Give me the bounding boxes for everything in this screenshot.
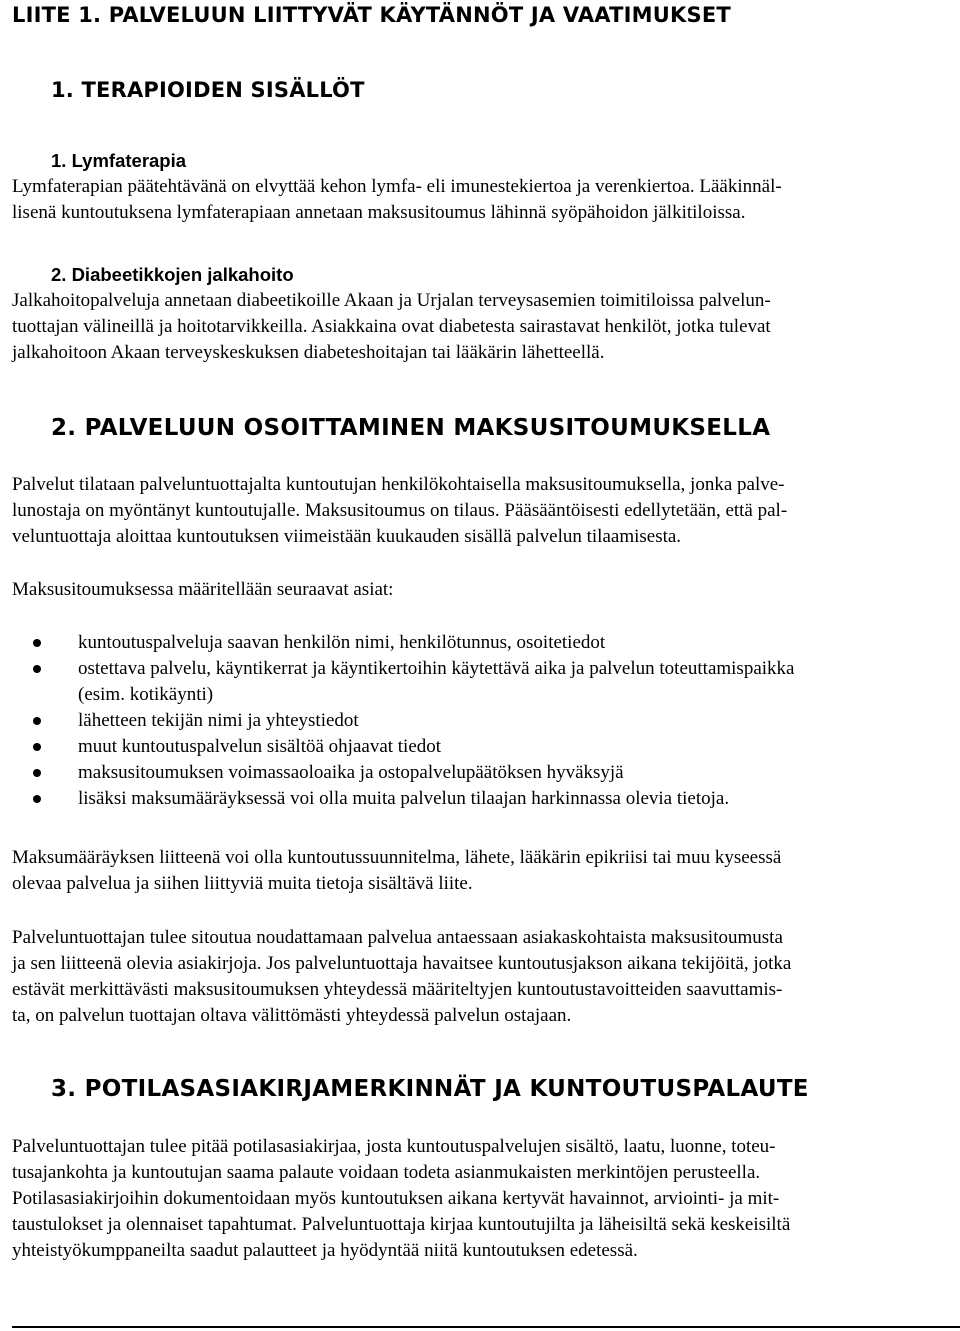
text-line: lunostaja on myöntänyt kuntoutujalle. Maksusitoumus on tilaus. Pääsääntöisesti edellytetään, että pal- — [12, 500, 788, 521]
list-item-text: kuntoutuspalveluja saavan henkilön nimi, henkilötunnus, osoitetiedot — [78, 632, 606, 653]
list-item-text: ostettava palvelu, käyntikerrat ja käyntikertoihin käytettävä aika ja palvelun toteuttamispaikka — [78, 658, 795, 679]
list-item-text: lisäksi maksumääräyksessä voi olla muita palvelun tilaajan harkinnassa olevia tietoja. — [78, 788, 730, 809]
text-line: veluntuottaja aloittaa kuntoutuksen viimeistään kuukauden sisällä palvelun tilaamisesta. — [12, 526, 682, 547]
text-line: Palvelut tilataan palveluntuottajalta kuntoutujan henkilökohtaisella maksusitoumuksella, jonka palve- — [12, 474, 785, 495]
page-bottom-divider — [12, 1326, 960, 1328]
text-line: jalkahoitoon Akaan terveyskeskuksen diabeteshoitajan tai lääkärin lähetteellä. — [12, 342, 605, 363]
therapy-item-jalkahoito — [12, 262, 771, 366]
text-line: Lymfaterapian päätehtävänä on elvyttää kehon lymfa- eli imunestekiertoa ja verenkiertoa. Lääkinnäl- — [12, 176, 782, 197]
section3-paragraph — [12, 1134, 790, 1264]
text-line: Palveluntuottajan tulee sitoutua noudattamaan palvelua antaessaan asiakaskohtaista maksusitoumusta — [12, 927, 783, 948]
requirements-list — [12, 630, 952, 812]
list-item — [12, 656, 952, 708]
list-item — [12, 786, 952, 812]
text-line: ja sen liitteenä olevia asiakirjoja. Jos palveluntuottaja havaitsee kuntoutusjakson aikana tekijöitä, jotka — [12, 953, 792, 974]
section2-heading: 2. PALVELUUN OSOITTAMINEN MAKSUSITOUMUKSELLA — [51, 415, 771, 441]
section3-heading: 3. POTILASASIAKIRJAMERKINNÄT JA KUNTOUTUSPALAUTE — [51, 1076, 809, 1102]
section2-paragraph-3 — [12, 925, 791, 1029]
text-line: Potilasasiakirjoihin dokumentoidaan myös kuntoutuksen aikana kertyvät havainnot, arviointi- ja mit- — [12, 1188, 780, 1209]
text-line: Maksumääräyksen liitteenä voi olla kuntoutussuunnitelma, lähete, lääkärin epikriisi tai muu kyseessä — [12, 847, 782, 868]
bullet-icon — [33, 795, 41, 803]
therapy-item-title: 1. Lymfaterapia — [51, 150, 187, 171]
text-line: Jalkahoitopalveluja annetaan diabeetikoille Akaan ja Urjalan terveysasemien toimitiloissa palvelun- — [12, 290, 771, 311]
text-line: ta, on palvelun tuottajan oltava välittömästi yhteydessä palvelun ostajaan. — [12, 1005, 572, 1026]
section2-paragraph-1 — [12, 472, 787, 550]
list-item — [12, 630, 952, 656]
list-item — [12, 734, 952, 760]
text-line: tuottajan välineillä ja hoitotarvikkeilla. Asiakkaina ovat diabetesta sairastavat henkilöt, jotka tulevat — [12, 316, 771, 337]
therapy-item-lymfaterapia — [12, 148, 782, 226]
section1-heading: 1. TERAPIOIDEN SISÄLLÖT — [51, 78, 365, 102]
text-line: lisenä kuntoutuksena lymfaterapiaan annetaan maksusitoumus lähinnä syöpähoidon jälkitiloissa. — [12, 202, 746, 223]
list-item-text: muut kuntoutuspalvelun sisältöä ohjaavat tiedot — [78, 736, 442, 757]
list-item-text: lähetteen tekijän nimi ja yhteystiedot — [78, 710, 359, 731]
therapy-item-text — [12, 174, 782, 226]
text-line: olevaa palvelua ja siihen liittyviä muita tietoja sisältävä liite. — [12, 873, 473, 894]
bullet-icon — [33, 717, 41, 725]
list-item — [12, 708, 952, 734]
list-item-text: maksusitoumuksen voimassaoloaika ja ostopalvelupäätöksen hyväksyjä — [78, 762, 624, 783]
list-item — [12, 760, 952, 786]
bullet-icon — [33, 639, 41, 647]
list-intro: Maksusitoumuksessa määritellään seuraavat asiat: — [12, 579, 394, 600]
bullet-icon — [33, 769, 41, 777]
text-line: estävät merkittävästi maksusitoumuksen yhteydessä määriteltyjen kuntoutustavoitteiden saavuttamis- — [12, 979, 783, 1000]
bullet-icon — [33, 743, 41, 751]
bullet-icon — [33, 665, 41, 673]
text-line: Palveluntuottajan tulee pitää potilasasiakirjaa, josta kuntoutuspalvelujen sisältö, laatu, luonne, toteu- — [12, 1136, 776, 1157]
text-line: taustulokset ja olennaiset tapahtumat. Palveluntuottaja kirjaa kuntoutujilta ja läheisiltä sekä keskeisiltä — [12, 1214, 791, 1235]
text-line: tusajankohta ja kuntoutujan saama palaute voidaan todeta asianmukaisten merkintöjen perusteella. — [12, 1162, 761, 1183]
list-item-text: (esim. kotikäynti) — [78, 684, 214, 705]
therapy-item-text — [12, 288, 771, 366]
section2-paragraph-2 — [12, 845, 781, 897]
therapy-item-title: 2. Diabeetikkojen jalkahoito — [51, 264, 294, 285]
text-line: yhteistyökumppaneilta saadut palautteet ja hyödyntää niitä kuntoutuksen edetessä. — [12, 1240, 638, 1261]
annex-title: LIITE 1. PALVELUUN LIITTYVÄT KÄYTÄNNÖT JA VAATIMUKSET — [12, 3, 731, 27]
